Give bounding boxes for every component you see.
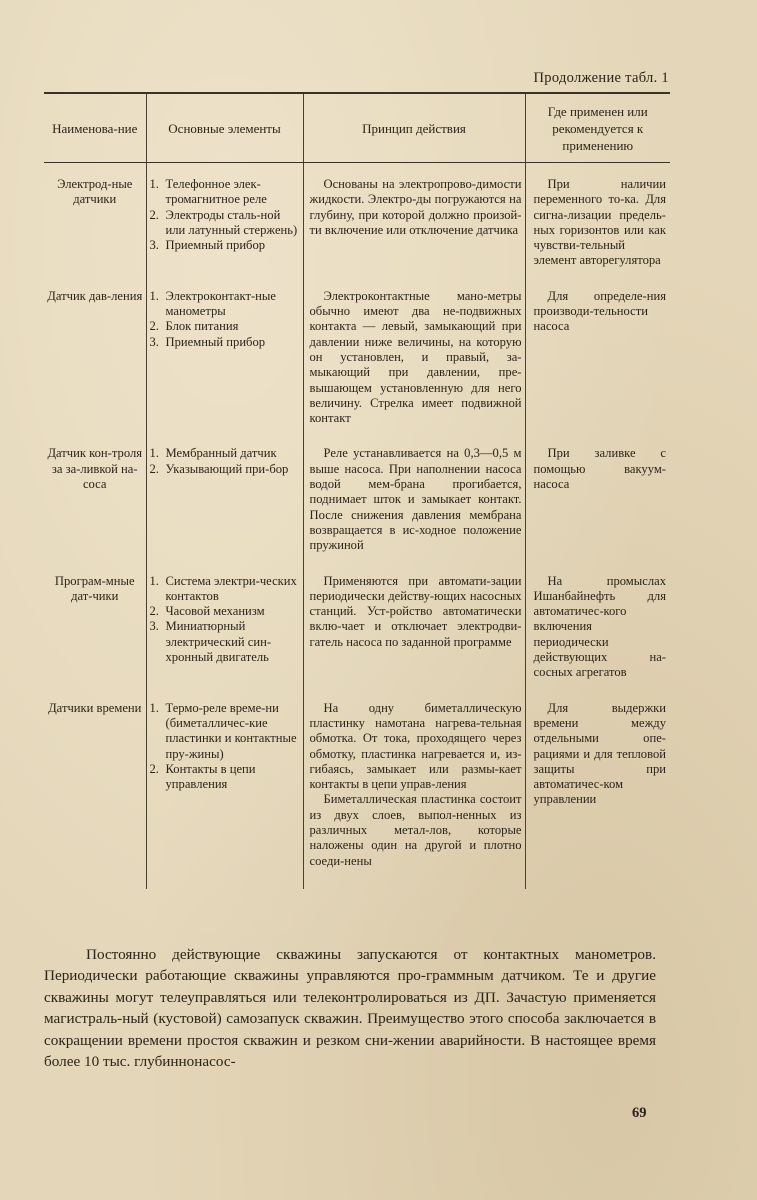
item-text: Электроды сталь-ной или латунный стержень) bbox=[165, 207, 298, 237]
row-principle bbox=[303, 289, 525, 447]
header-usage: Где применен или рекомендуется к применению bbox=[525, 93, 670, 163]
item-number: 1. bbox=[149, 446, 159, 461]
principle-paragraph: Электроконтактные мано-метры обычно имеют два не-подвижных контакта — левый, замыкающий при давлении ниже величины, на которую он установлен, и правый, за-мыкающий при давлении, пре-вышающем установленную для него величину. Стрелка имеет подвижной контакт bbox=[309, 288, 522, 426]
item-number: 2. bbox=[149, 761, 159, 776]
table-row bbox=[44, 701, 670, 889]
principle-paragraph: Применяются при автомати-зации периодически действу-ющих насосных станций. Уст-ройство автоматически вклю-чает и отключает электродви-гатель насоса по заданной программе bbox=[309, 573, 522, 649]
usage-paragraph: При заливке с помощью вакуум-насоса bbox=[533, 446, 666, 492]
item-number: 3. bbox=[149, 619, 159, 634]
row-elements bbox=[146, 701, 303, 889]
item-number: 2. bbox=[149, 319, 159, 334]
principle-paragraph: Основаны на электропрово-димости жидкости. Электро-ды погружаются на глубину, при которой должно произой-ти включение или отключение датчика bbox=[309, 177, 522, 237]
body-text bbox=[44, 944, 656, 1072]
page-number: 69 bbox=[632, 1105, 647, 1121]
elements-list bbox=[150, 446, 300, 477]
table-row bbox=[44, 163, 670, 289]
principle-paragraph: Реле устанавливается на 0,3—0,5 м выше насоса. При наполнении насоса водой мем-брана прогибается, поднимает шток и замыкает контакт. После снижения давления мембрана возвращается в ис-ходное положение пружиной bbox=[309, 446, 522, 553]
row-name: Датчики времени bbox=[48, 700, 142, 715]
item-text: Мембранный датчик bbox=[165, 446, 277, 461]
row-usage bbox=[525, 574, 670, 701]
usage-paragraph: Для определе-ния производи-тельности насоса bbox=[533, 288, 666, 334]
list-item bbox=[150, 319, 300, 334]
header-principle: Принцип действия bbox=[303, 93, 525, 163]
table-row bbox=[44, 289, 670, 447]
row-usage bbox=[525, 701, 670, 889]
elements-list bbox=[150, 574, 300, 666]
list-item bbox=[150, 619, 300, 665]
item-text: Электроконтакт-ные манометры bbox=[165, 288, 276, 319]
list-item bbox=[150, 701, 300, 762]
list-item bbox=[150, 177, 300, 208]
item-number: 1. bbox=[149, 573, 159, 588]
elements-list bbox=[150, 177, 300, 253]
list-item bbox=[150, 462, 300, 477]
row-name: Датчик дав-ления bbox=[47, 288, 143, 303]
row-name: Датчик кон-троля за за-ливкой на-соса bbox=[47, 446, 143, 492]
item-number: 2. bbox=[149, 604, 159, 619]
row-usage bbox=[525, 289, 670, 447]
header-elements: Основные элементы bbox=[146, 93, 303, 163]
row-principle bbox=[303, 574, 525, 701]
list-item bbox=[150, 208, 300, 239]
table-row bbox=[44, 574, 670, 701]
row-elements bbox=[146, 446, 303, 573]
usage-paragraph: Для выдержки времени между отдельными опе-рациями и для тепловой защиты при автоматичес-ком управлении bbox=[533, 700, 666, 807]
principle-paragraph: На одну биметаллическую пластинку намотана нагрева-тельная обмотка. От тока, проходящего через обмотку, пластинка нагревается и, из-гибаясь, замыкает или размы-кает контакты в цепи управ-ления bbox=[309, 700, 522, 792]
table-row bbox=[44, 446, 670, 573]
item-number: 2. bbox=[149, 207, 159, 222]
list-item bbox=[150, 238, 300, 253]
row-principle bbox=[303, 446, 525, 573]
list-item bbox=[150, 604, 300, 619]
row-usage bbox=[525, 163, 670, 289]
row-elements bbox=[146, 163, 303, 289]
item-text: Термо-реле време-ни (биметалличес-кие пластинки и контактные пру-жины) bbox=[165, 700, 297, 761]
row-principle bbox=[303, 163, 525, 289]
usage-paragraph: При наличии переменного то-ка. Для сигна-лизации предель-ных горизонтов или как чувстви-тельный элемент авторегулятора bbox=[533, 177, 666, 268]
table-header-row bbox=[44, 93, 670, 163]
item-text: Контакты в цепи управления bbox=[165, 761, 256, 792]
item-text: Миниатюрный электрический син-хронный двигатель bbox=[165, 619, 272, 665]
body-paragraph: Постоянно действующие скважины запускаются от контактных манометров. Периодически работающие скважины управляются про-граммным датчиком. Те и другие скважины могут телеуправляться или телеконтролироваться из ДП. Зачастую применяется магистраль-ный (кустовой) самозапуск скважин. Преимущество этого способа заключается в сокращении времени простоя скважин и резком сни-жении аварийности. В настоящее время более 10 тыс. глубиннонасос- bbox=[44, 946, 656, 1071]
table-continuation-label: Продолжение табл. 1 bbox=[533, 70, 669, 86]
list-item bbox=[150, 335, 300, 350]
list-item bbox=[150, 574, 300, 605]
item-text: Блок питания bbox=[165, 319, 239, 334]
item-number: 1. bbox=[149, 288, 159, 303]
usage-paragraph: На промыслах Ишанбайнефть для автоматичес-кого включения периодически действующих на-сосных агрегатов bbox=[533, 573, 666, 680]
elements-list bbox=[150, 701, 300, 793]
list-item bbox=[150, 446, 300, 461]
row-elements bbox=[146, 289, 303, 447]
item-number: 2. bbox=[149, 461, 159, 476]
item-number: 1. bbox=[149, 700, 159, 715]
list-item bbox=[150, 289, 300, 320]
header-name: Наименова-ние bbox=[44, 93, 146, 163]
elements-list bbox=[150, 289, 300, 350]
item-text: Приемный прибор bbox=[165, 238, 266, 253]
row-elements bbox=[146, 574, 303, 701]
item-text: Телефонное элек-тромагнитное реле bbox=[165, 177, 267, 207]
principle-paragraph: Биметаллическая пластинка состоит из двух слоев, выпол-ненных из различных метал-лов, которые наложены один на другой и плотно соеди-нены bbox=[309, 792, 522, 868]
item-text: Часовой механизм bbox=[165, 604, 265, 619]
sensor-table bbox=[44, 92, 670, 889]
list-item bbox=[150, 762, 300, 793]
item-number: 3. bbox=[149, 238, 159, 253]
row-name: Програм-мные дат-чики bbox=[54, 573, 135, 603]
item-text: Система электри-ческих контактов bbox=[165, 573, 297, 603]
row-usage bbox=[525, 446, 670, 573]
sensor-table-container bbox=[44, 92, 670, 889]
item-text: Указывающий при-бор bbox=[165, 461, 289, 476]
row-principle bbox=[303, 701, 525, 889]
item-number: 1. bbox=[149, 177, 159, 191]
row-name: Электрод-ные датчики bbox=[57, 177, 133, 207]
item-number: 3. bbox=[149, 334, 159, 349]
item-text: Приемный прибор bbox=[165, 334, 266, 349]
